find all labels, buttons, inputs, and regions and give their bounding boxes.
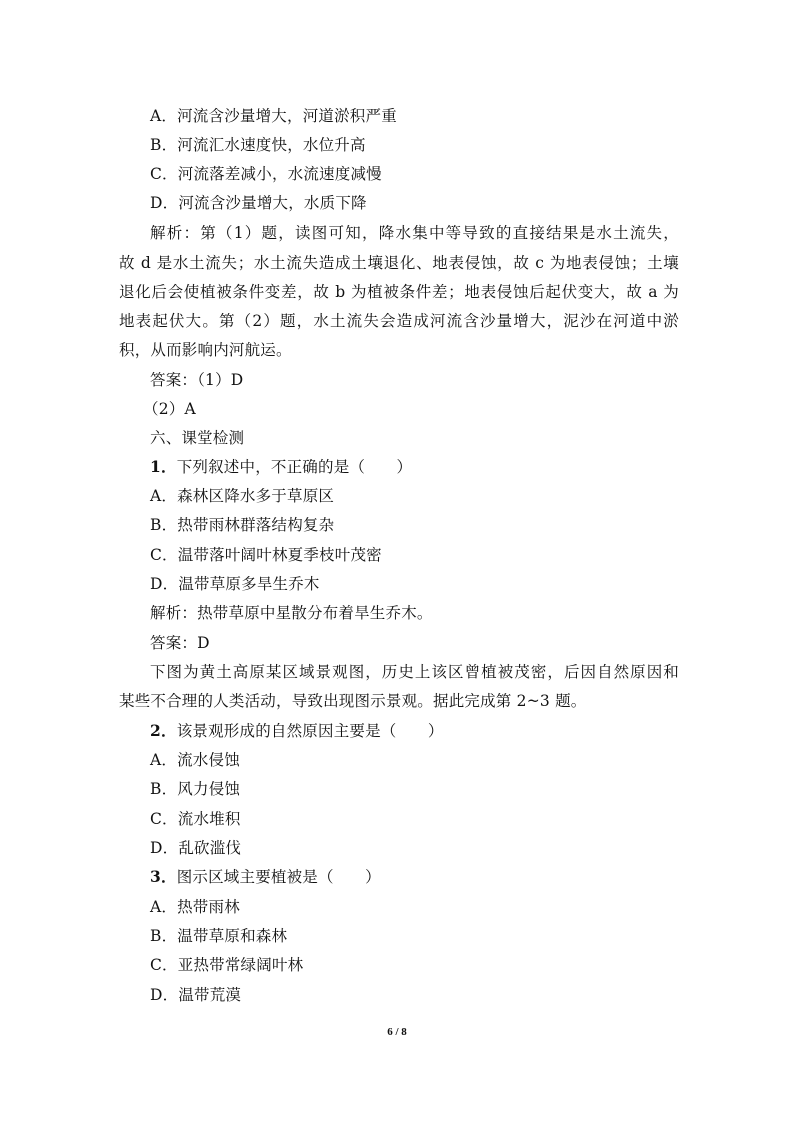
option-d-text: D．温带荒漠 <box>150 986 242 1004</box>
option-c-text: C．温带落叶阔叶林夏季枝叶茂密 <box>150 546 382 564</box>
analysis-line: 地表起伏大。第（2）题，水土流失会造成河流含沙量增大，泥沙在河道中淤 <box>119 312 679 330</box>
option-d-text: D．河流含沙量增大，水质下降 <box>150 194 367 212</box>
question-text: 图示区域主要植被是（ ） <box>176 868 381 886</box>
analysis-line: 积，从而影响内河航运。 <box>119 341 292 359</box>
option-b-text: B．风力侵蚀 <box>150 780 241 798</box>
option-a-text: A．流水侵蚀 <box>150 751 240 769</box>
option-b-text: B．温带草原和森林 <box>150 927 288 945</box>
analysis-line: 退化后会使植被条件变差，故 b 为植被条件差；地表侵蚀后起伏变大，故 a 为 <box>119 283 679 301</box>
intro-line: 下图为黄土高原某区域景观图，历史上该区曾植被茂密，后因自然原因和 <box>150 663 679 681</box>
option-a-text: A．河流含沙量增大，河道淤积严重 <box>150 107 397 125</box>
answer-line: 答案：D <box>150 634 210 652</box>
section-heading: 六、课堂检测 <box>150 429 245 447</box>
question-number: 3． <box>150 867 177 886</box>
question-3 <box>150 867 381 887</box>
option-c-text: C．流水堆积 <box>150 810 241 828</box>
analysis-line: 解析：第（1）题，读图可知，降水集中等导致的直接结果是水土流失， <box>150 224 679 242</box>
analysis-line: 解析：热带草原中星散分布着旱生乔木。 <box>150 604 433 622</box>
answer-line: （2）A <box>143 400 196 418</box>
question-text: 下列叙述中，不正确的是（ ） <box>176 458 413 476</box>
option-a-text: A．热带雨林 <box>150 898 240 916</box>
option-b-text: B．热带雨林群落结构复杂 <box>150 516 335 534</box>
page-number: 6 / 8 <box>387 1026 407 1038</box>
option-c-text: C．河流落差减小，水流速度减慢 <box>150 165 382 183</box>
option-a-text: A．森林区降水多于草原区 <box>150 487 335 505</box>
option-d-text: D．温带草原多旱生乔木 <box>150 575 320 593</box>
intro-line: 某些不合理的人类活动，导致出现图示景观。据此完成第 2~3 题。 <box>119 692 587 710</box>
question-1 <box>150 457 412 477</box>
option-b-text: B．河流汇水速度快，水位升高 <box>150 136 366 154</box>
answer-line: 答案：（1）D <box>150 371 244 389</box>
question-number: 2． <box>150 721 177 740</box>
question-2 <box>150 721 444 741</box>
question-number: 1． <box>150 457 177 476</box>
option-d-text: D．乱砍滥伐 <box>150 839 242 857</box>
question-text: 该景观形成的自然原因主要是（ ） <box>176 722 444 740</box>
analysis-line: 故 d 是水土流失；水土流失造成土壤退化、地表侵蚀，故 c 为地表侵蚀；土壤 <box>119 254 679 272</box>
option-c-text: C．亚热带常绿阔叶林 <box>150 956 304 974</box>
